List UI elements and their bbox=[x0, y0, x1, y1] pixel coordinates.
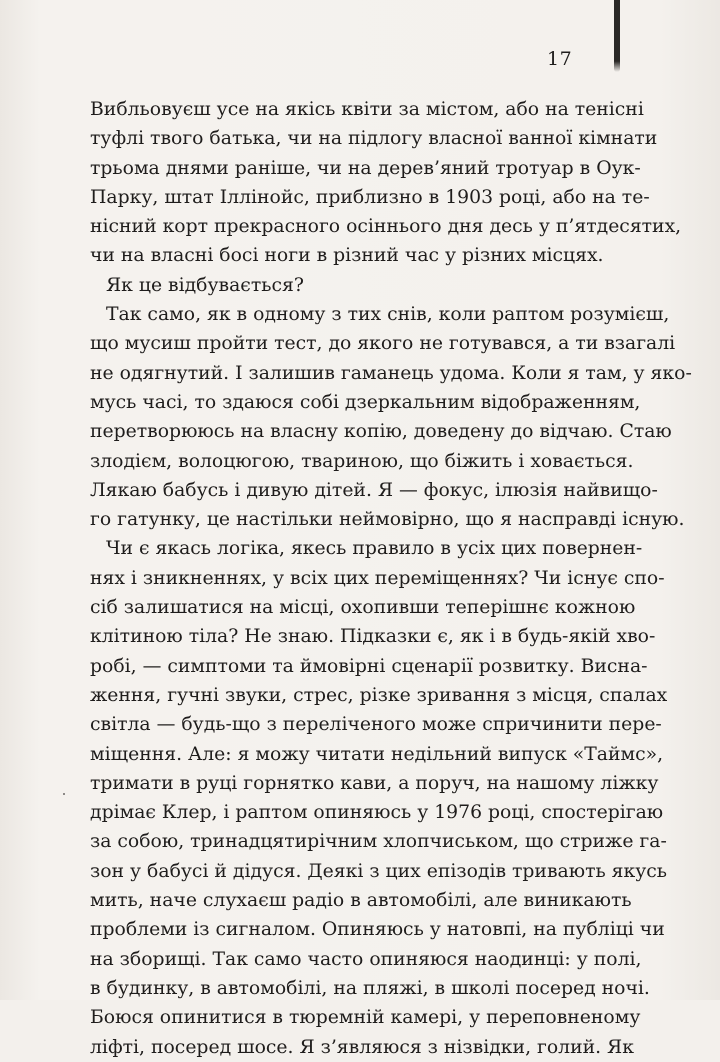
text-line: тримати в руці горнятко кави, а поруч, на нашому ліжку bbox=[90, 772, 659, 794]
body-text bbox=[90, 95, 692, 1062]
text-line: Так само, як в одному з тих снів, коли раптом розумієш, bbox=[106, 304, 670, 326]
text-line: клітиною тіла? Не знаю. Підказки є, як і в будь-якій хво- bbox=[90, 626, 656, 648]
text-line: го гатунку, це настільки неймовірно, що я насправді існую. bbox=[90, 509, 685, 531]
text-line: не одягнутий. І залишив гаманець удома. Коли я там, у яко- bbox=[90, 362, 692, 384]
text-line: робі, — симптоми та ймовірні сценарії розвитку. Висна- bbox=[90, 655, 648, 677]
text-line: ження, гучні звуки, стрес, різке зривання з місця, спалах bbox=[90, 684, 668, 706]
text-line: що мусиш пройти тест, до якого не готувався, а ти взагалі bbox=[90, 333, 676, 355]
text-line: за собою, тринадцятирічним хлопчиськом, що стриже га- bbox=[90, 831, 667, 853]
text-line: Як це відбувається? bbox=[106, 274, 304, 296]
text-line: злодієм, волоцюгою, твариною, що біжить і ховається. bbox=[90, 450, 634, 472]
paper-speck bbox=[63, 793, 65, 795]
text-line: в будинку, в автомобілі, на пляжі, в школі посеред ночі. bbox=[90, 977, 650, 999]
page-edge-bookmark bbox=[614, 0, 620, 72]
text-line: нісний корт прекрасного осіннього дня десь у п’ятдесятих, bbox=[90, 216, 682, 238]
text-line: туфлі твого батька, чи на підлогу власної ванної кімнати bbox=[90, 128, 658, 150]
text-line: Чи є якась логіка, якесь правило в усіх цих повернен- bbox=[106, 538, 643, 560]
text-line: міщення. Але: я можу читати недільний випуск «Таймс», bbox=[90, 743, 664, 765]
text-line: ліфті, посеред шосе. Я з’являюся з нізвідки, голий. Як bbox=[90, 1036, 634, 1058]
text-line: сіб залишатися на місці, охопивши теперішнє кожною bbox=[90, 597, 636, 619]
text-line: мусь часі, то здаюся собі дзеркальним відображенням, bbox=[90, 391, 641, 413]
text-line: Парку, штат Іллінойс, приблизно в 1903 році, або на те- bbox=[90, 186, 650, 208]
text-line: світла — будь-що з переліченого може спричинити пере- bbox=[90, 714, 662, 736]
text-line: нях і зникненнях, у всіх цих переміщеннях? Чи існує спо- bbox=[90, 567, 665, 589]
text-line: Вибльовуєш усе на якісь квіти за містом, або на тенісні bbox=[90, 99, 644, 120]
text-line: перетворююсь на власну копію, доведену до відчаю. Стаю bbox=[90, 421, 672, 443]
text-line: зон у бабусі й дідуся. Деякі з цих епізодів тривають якусь bbox=[90, 860, 668, 882]
text-line: на зборищі. Так само часто опиняюся наодинці: у полі, bbox=[90, 948, 642, 970]
text-line: трьома днями раніше, чи на дерев’яний тротуар в Оук- bbox=[90, 157, 641, 179]
text-line: проблеми із сигналом. Опиняюсь у натовпі, на публіці чи bbox=[90, 919, 665, 941]
page-number: 17 bbox=[547, 48, 573, 70]
text-line: чи на власні босі ноги в різний час у різних місцях. bbox=[90, 245, 604, 267]
text-line: Боюся опинитися в тюремній камері, у переповненому bbox=[90, 1007, 641, 1029]
text-line: дрімає Клер, і раптом опиняюсь у 1976 році, спостерігаю bbox=[90, 802, 664, 824]
text-line: мить, наче слухаєш радіо в автомобілі, але виникають bbox=[90, 890, 632, 912]
text-line: Лякаю бабусь і дивую дітей. Я — фокус, ілюзія найвищо- bbox=[90, 479, 658, 501]
